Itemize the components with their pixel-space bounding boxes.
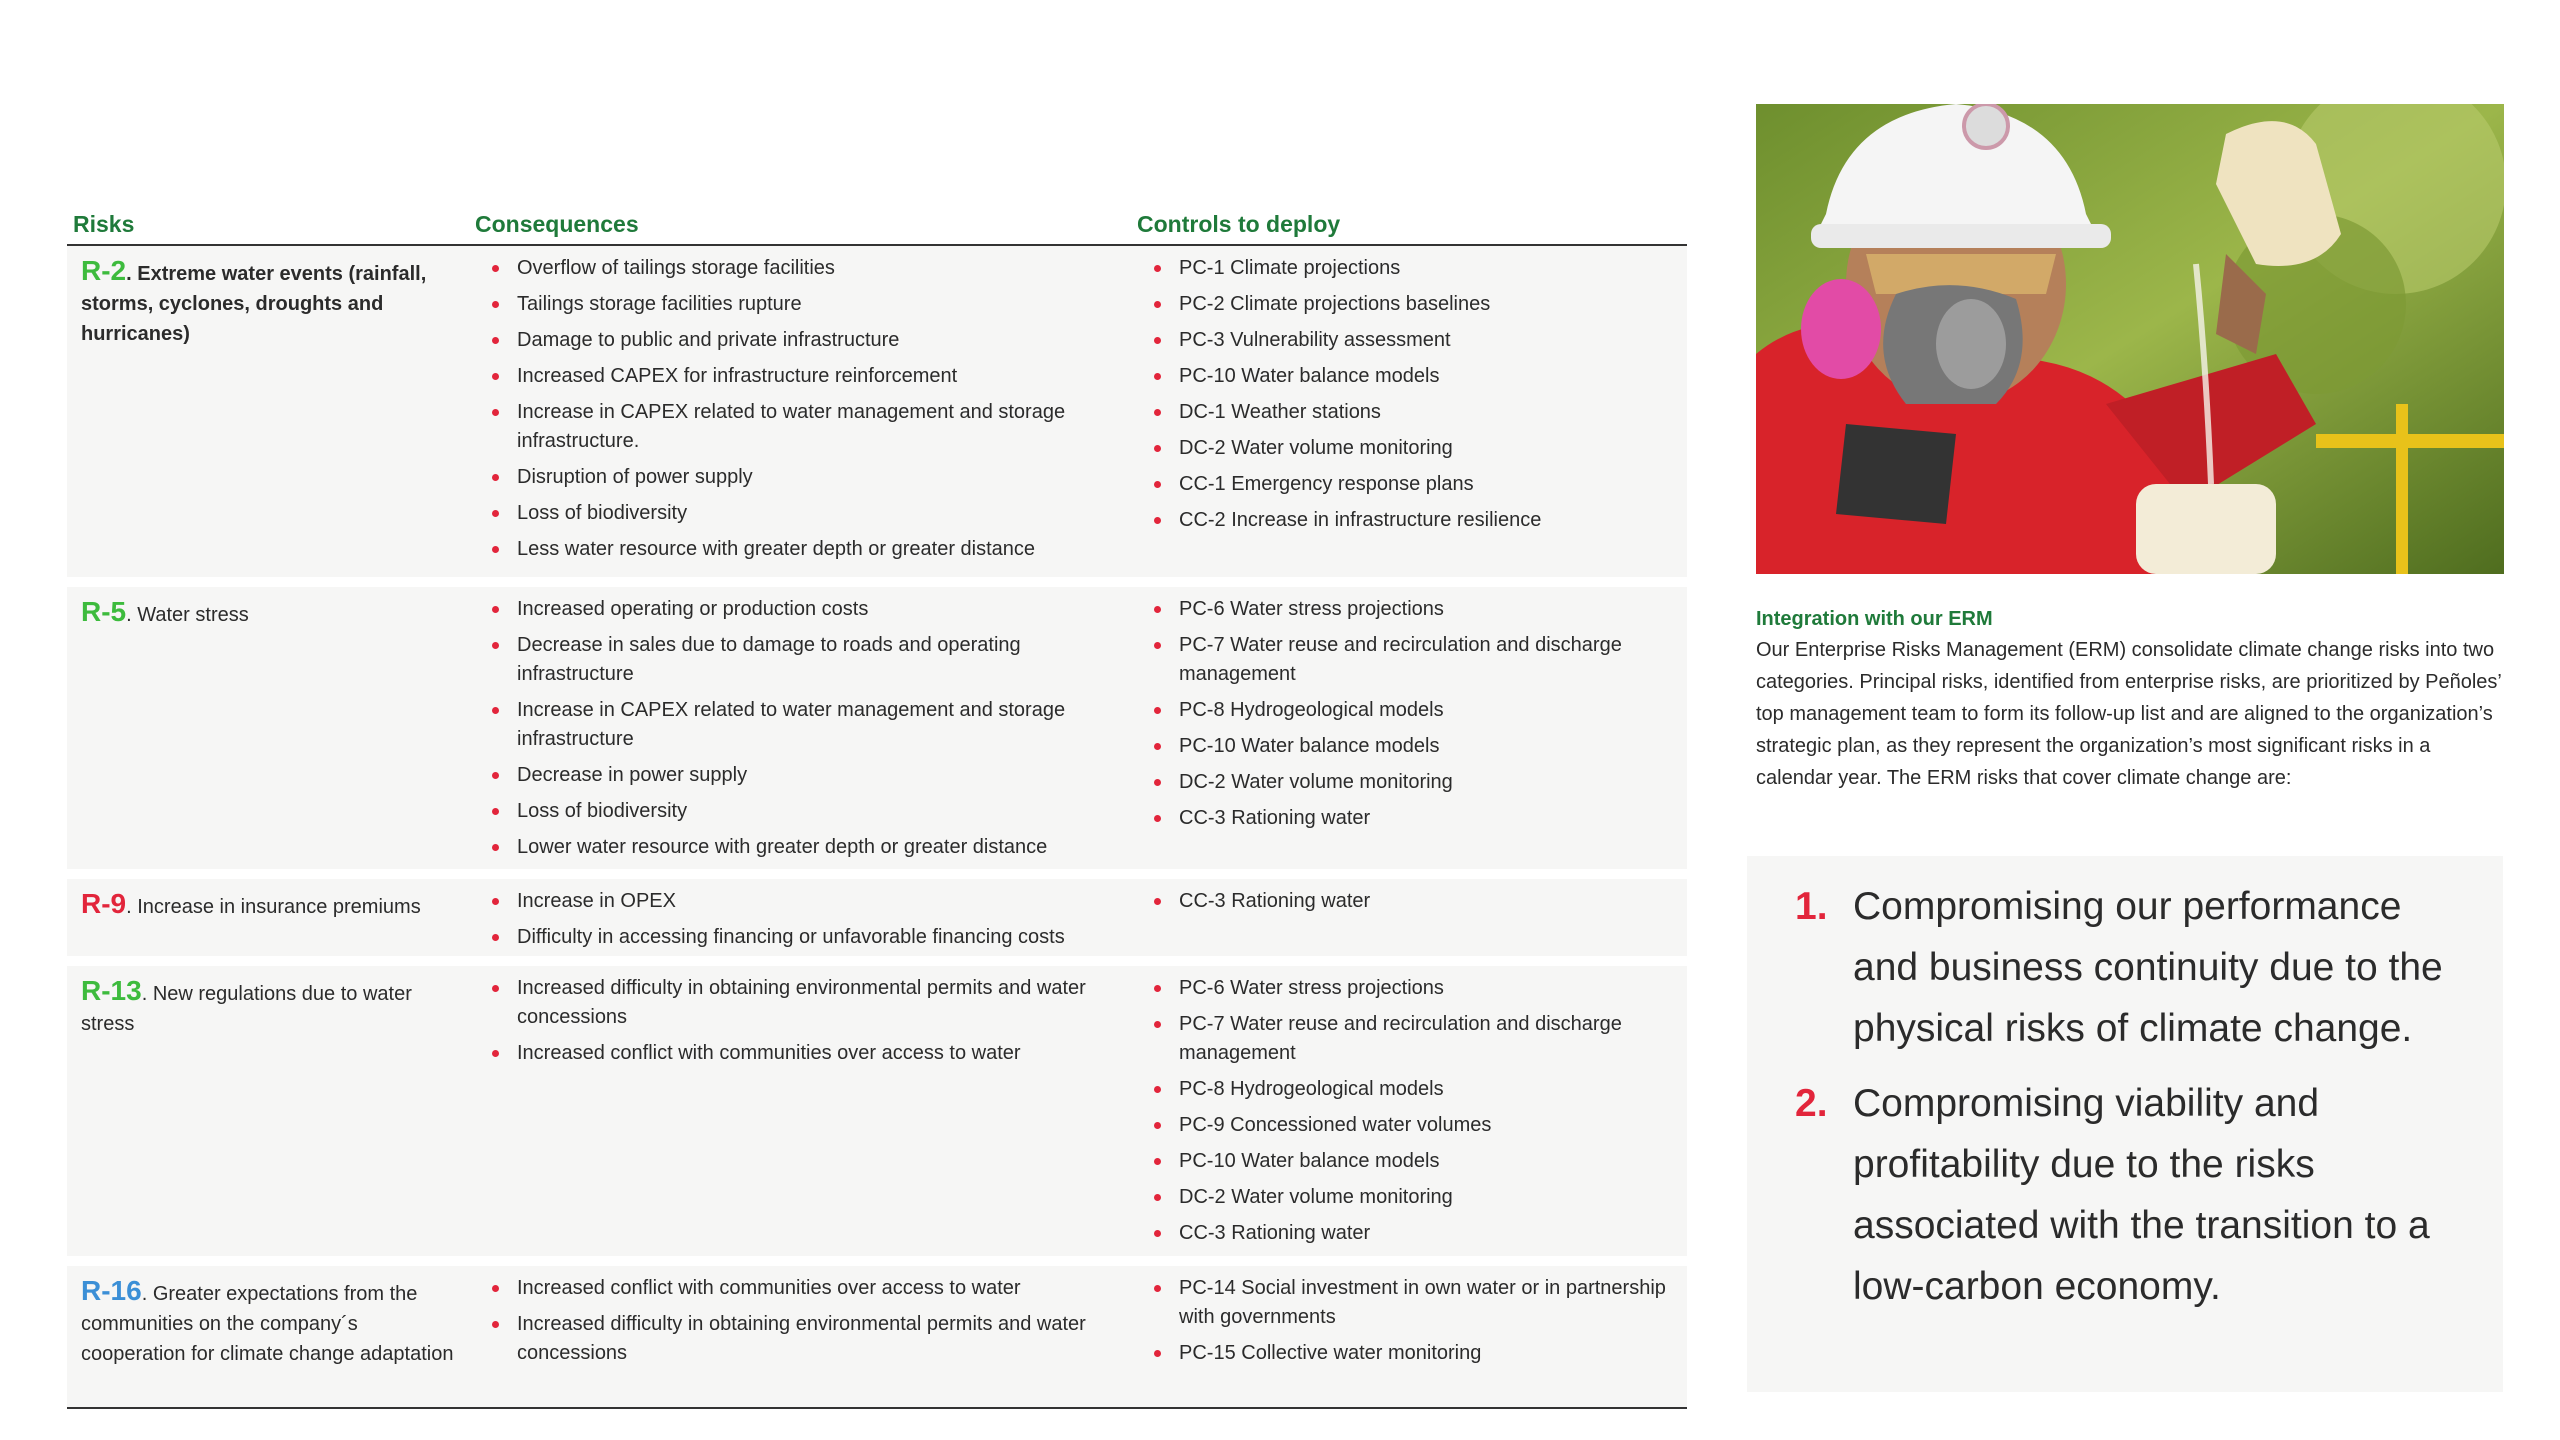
consequence-item: Increased difficulty in obtaining environmental permits and water concessions [489, 974, 1137, 1032]
consequence-item: Increase in CAPEX related to water management and storage infrastructure [489, 696, 1137, 754]
consequences-cell [475, 974, 1137, 1256]
control-item: PC-10 Water balance models [1151, 732, 1687, 761]
control-item: PC-1 Climate projections [1151, 254, 1687, 283]
control-item: PC-7 Water reuse and recirculation and discharge management [1151, 1010, 1687, 1068]
consequence-item: Loss of biodiversity [489, 797, 1137, 826]
controls-list [1151, 1274, 1687, 1368]
table-header [67, 206, 1687, 246]
consequences-list [489, 1274, 1137, 1368]
consequence-item: Tailings storage facilities rupture [489, 290, 1137, 319]
table-row [67, 587, 1687, 869]
risk-cell [67, 1274, 475, 1407]
erm-risks-box [1747, 856, 2503, 1392]
erm-body: Our Enterprise Risks Management (ERM) consolidate climate change risks into two categories. Principal risks, identified from enterprise risks, are prioritized by Peñoles’ top management team to form its follow-up list and are aligned to the organization’s strategic plan, as they represent the organization’s most significant risks in a calendar year. The ERM risks that cover climate change are: [1756, 639, 2502, 789]
control-item: CC-3 Rationing water [1151, 804, 1687, 833]
consequence-item: Increased CAPEX for infrastructure reinforcement [489, 362, 1137, 391]
consequence-item: Decrease in power supply [489, 761, 1137, 790]
control-item: PC-8 Hydrogeological models [1151, 696, 1687, 725]
header-consequences: Consequences [475, 211, 639, 237]
table-row [67, 966, 1687, 1256]
consequence-item: Disruption of power supply [489, 463, 1137, 492]
erm-risk-item [1795, 876, 2475, 1059]
erm-title: Integration with our ERM [1756, 608, 1993, 630]
controls-cell [1137, 974, 1687, 1256]
consequence-item: Damage to public and private infrastructure [489, 326, 1137, 355]
worker-photo-illustration [1756, 104, 2504, 574]
controls-list [1151, 887, 1687, 916]
consequence-item: Loss of biodiversity [489, 499, 1137, 528]
controls-cell [1137, 1274, 1687, 1407]
consequences-cell [475, 1274, 1137, 1407]
control-item: DC-2 Water volume monitoring [1151, 768, 1687, 797]
risk-code: R-2 [81, 255, 127, 286]
control-item: PC-10 Water balance models [1151, 1147, 1687, 1176]
consequence-item: Lower water resource with greater depth or greater distance [489, 833, 1137, 862]
risk-code: R-16 [81, 1275, 142, 1306]
control-item: DC-2 Water volume monitoring [1151, 434, 1687, 463]
consequence-item: Decrease in sales due to damage to roads and operating infrastructure [489, 631, 1137, 689]
control-item: PC-6 Water stress projections [1151, 974, 1687, 1003]
control-item: CC-3 Rationing water [1151, 887, 1687, 916]
risk-name: . Increase in insurance premiums [126, 896, 421, 918]
erm-risks-list [1795, 876, 2475, 1317]
control-item: CC-2 Increase in infrastructure resilience [1151, 506, 1687, 535]
controls-cell [1137, 254, 1687, 577]
risk-name: . Greater expectations from the communities on the company´s cooperation for climate change adaptation [81, 1283, 454, 1365]
control-item: CC-3 Rationing water [1151, 1219, 1687, 1248]
consequence-item: Difficulty in accessing financing or unfavorable financing costs [489, 923, 1137, 952]
consequence-item: Less water resource with greater depth or greater distance [489, 535, 1137, 564]
consequence-item: Increase in OPEX [489, 887, 1137, 916]
worker-photo [1756, 104, 2504, 574]
risk-cell [67, 595, 475, 869]
consequences-cell [475, 254, 1137, 577]
erm-risk-number: 1. [1795, 885, 1828, 928]
consequence-item: Increase in CAPEX related to water management and storage infrastructure. [489, 398, 1137, 456]
risk-code: R-13 [81, 975, 142, 1006]
control-item: PC-3 Vulnerability assessment [1151, 326, 1687, 355]
risk-name: . Water stress [126, 604, 249, 626]
control-item: PC-10 Water balance models [1151, 362, 1687, 391]
consequences-list [489, 254, 1137, 564]
risk-code: R-5 [81, 596, 127, 627]
control-item: PC-7 Water reuse and recirculation and discharge management [1151, 631, 1687, 689]
controls-cell [1137, 887, 1687, 956]
consequence-item: Increased conflict with communities over access to water [489, 1274, 1137, 1303]
risk-cell [67, 887, 475, 956]
consequence-item: Overflow of tailings storage facilities [489, 254, 1137, 283]
header-risks: Risks [73, 211, 135, 237]
controls-list [1151, 595, 1687, 833]
risk-code: R-9 [81, 888, 127, 919]
consequence-item: Increased conflict with communities over access to water [489, 1039, 1137, 1068]
consequences-list [489, 974, 1137, 1068]
erm-risk-number: 2. [1795, 1082, 1828, 1125]
control-item: PC-9 Concessioned water volumes [1151, 1111, 1687, 1140]
table-row [67, 246, 1687, 577]
table-row [67, 1266, 1687, 1407]
consequences-cell [475, 595, 1137, 869]
table-bottom-rule [67, 1407, 1687, 1409]
risk-name: . New regulations due to water stress [81, 983, 412, 1035]
risk-cell [67, 974, 475, 1256]
risk-table [67, 206, 1687, 1409]
erm-risk-item [1795, 1073, 2475, 1317]
erm-risk-text: Compromising viability and profitability due to the risks associated with the transition to a low-carbon economy. [1853, 1082, 2430, 1308]
risk-name: . Extreme water events (rainfall, storms, cyclones, droughts and hurricanes) [81, 263, 427, 345]
risk-cell [67, 254, 475, 577]
control-item: PC-2 Climate projections baselines [1151, 290, 1687, 319]
controls-cell [1137, 595, 1687, 869]
control-item: DC-2 Water volume monitoring [1151, 1183, 1687, 1212]
consequence-item: Increased operating or production costs [489, 595, 1137, 624]
control-item: DC-1 Weather stations [1151, 398, 1687, 427]
consequences-list [489, 595, 1137, 862]
consequences-list [489, 887, 1137, 952]
erm-risk-text: Compromising our performance and business continuity due to the physical risks of climate change. [1853, 885, 2443, 1050]
control-item: PC-15 Collective water monitoring [1151, 1339, 1687, 1368]
control-item: PC-6 Water stress projections [1151, 595, 1687, 624]
erm-section [1756, 604, 2508, 794]
controls-list [1151, 254, 1687, 535]
table-row [67, 879, 1687, 956]
consequence-item: Increased difficulty in obtaining environmental permits and water concessions [489, 1310, 1137, 1368]
controls-list [1151, 974, 1687, 1248]
consequences-cell [475, 887, 1137, 956]
control-item: PC-8 Hydrogeological models [1151, 1075, 1687, 1104]
control-item: PC-14 Social investment in own water or in partnership with governments [1151, 1274, 1687, 1332]
table-body [67, 246, 1687, 1407]
header-controls: Controls to deploy [1137, 211, 1341, 237]
control-item: CC-1 Emergency response plans [1151, 470, 1687, 499]
